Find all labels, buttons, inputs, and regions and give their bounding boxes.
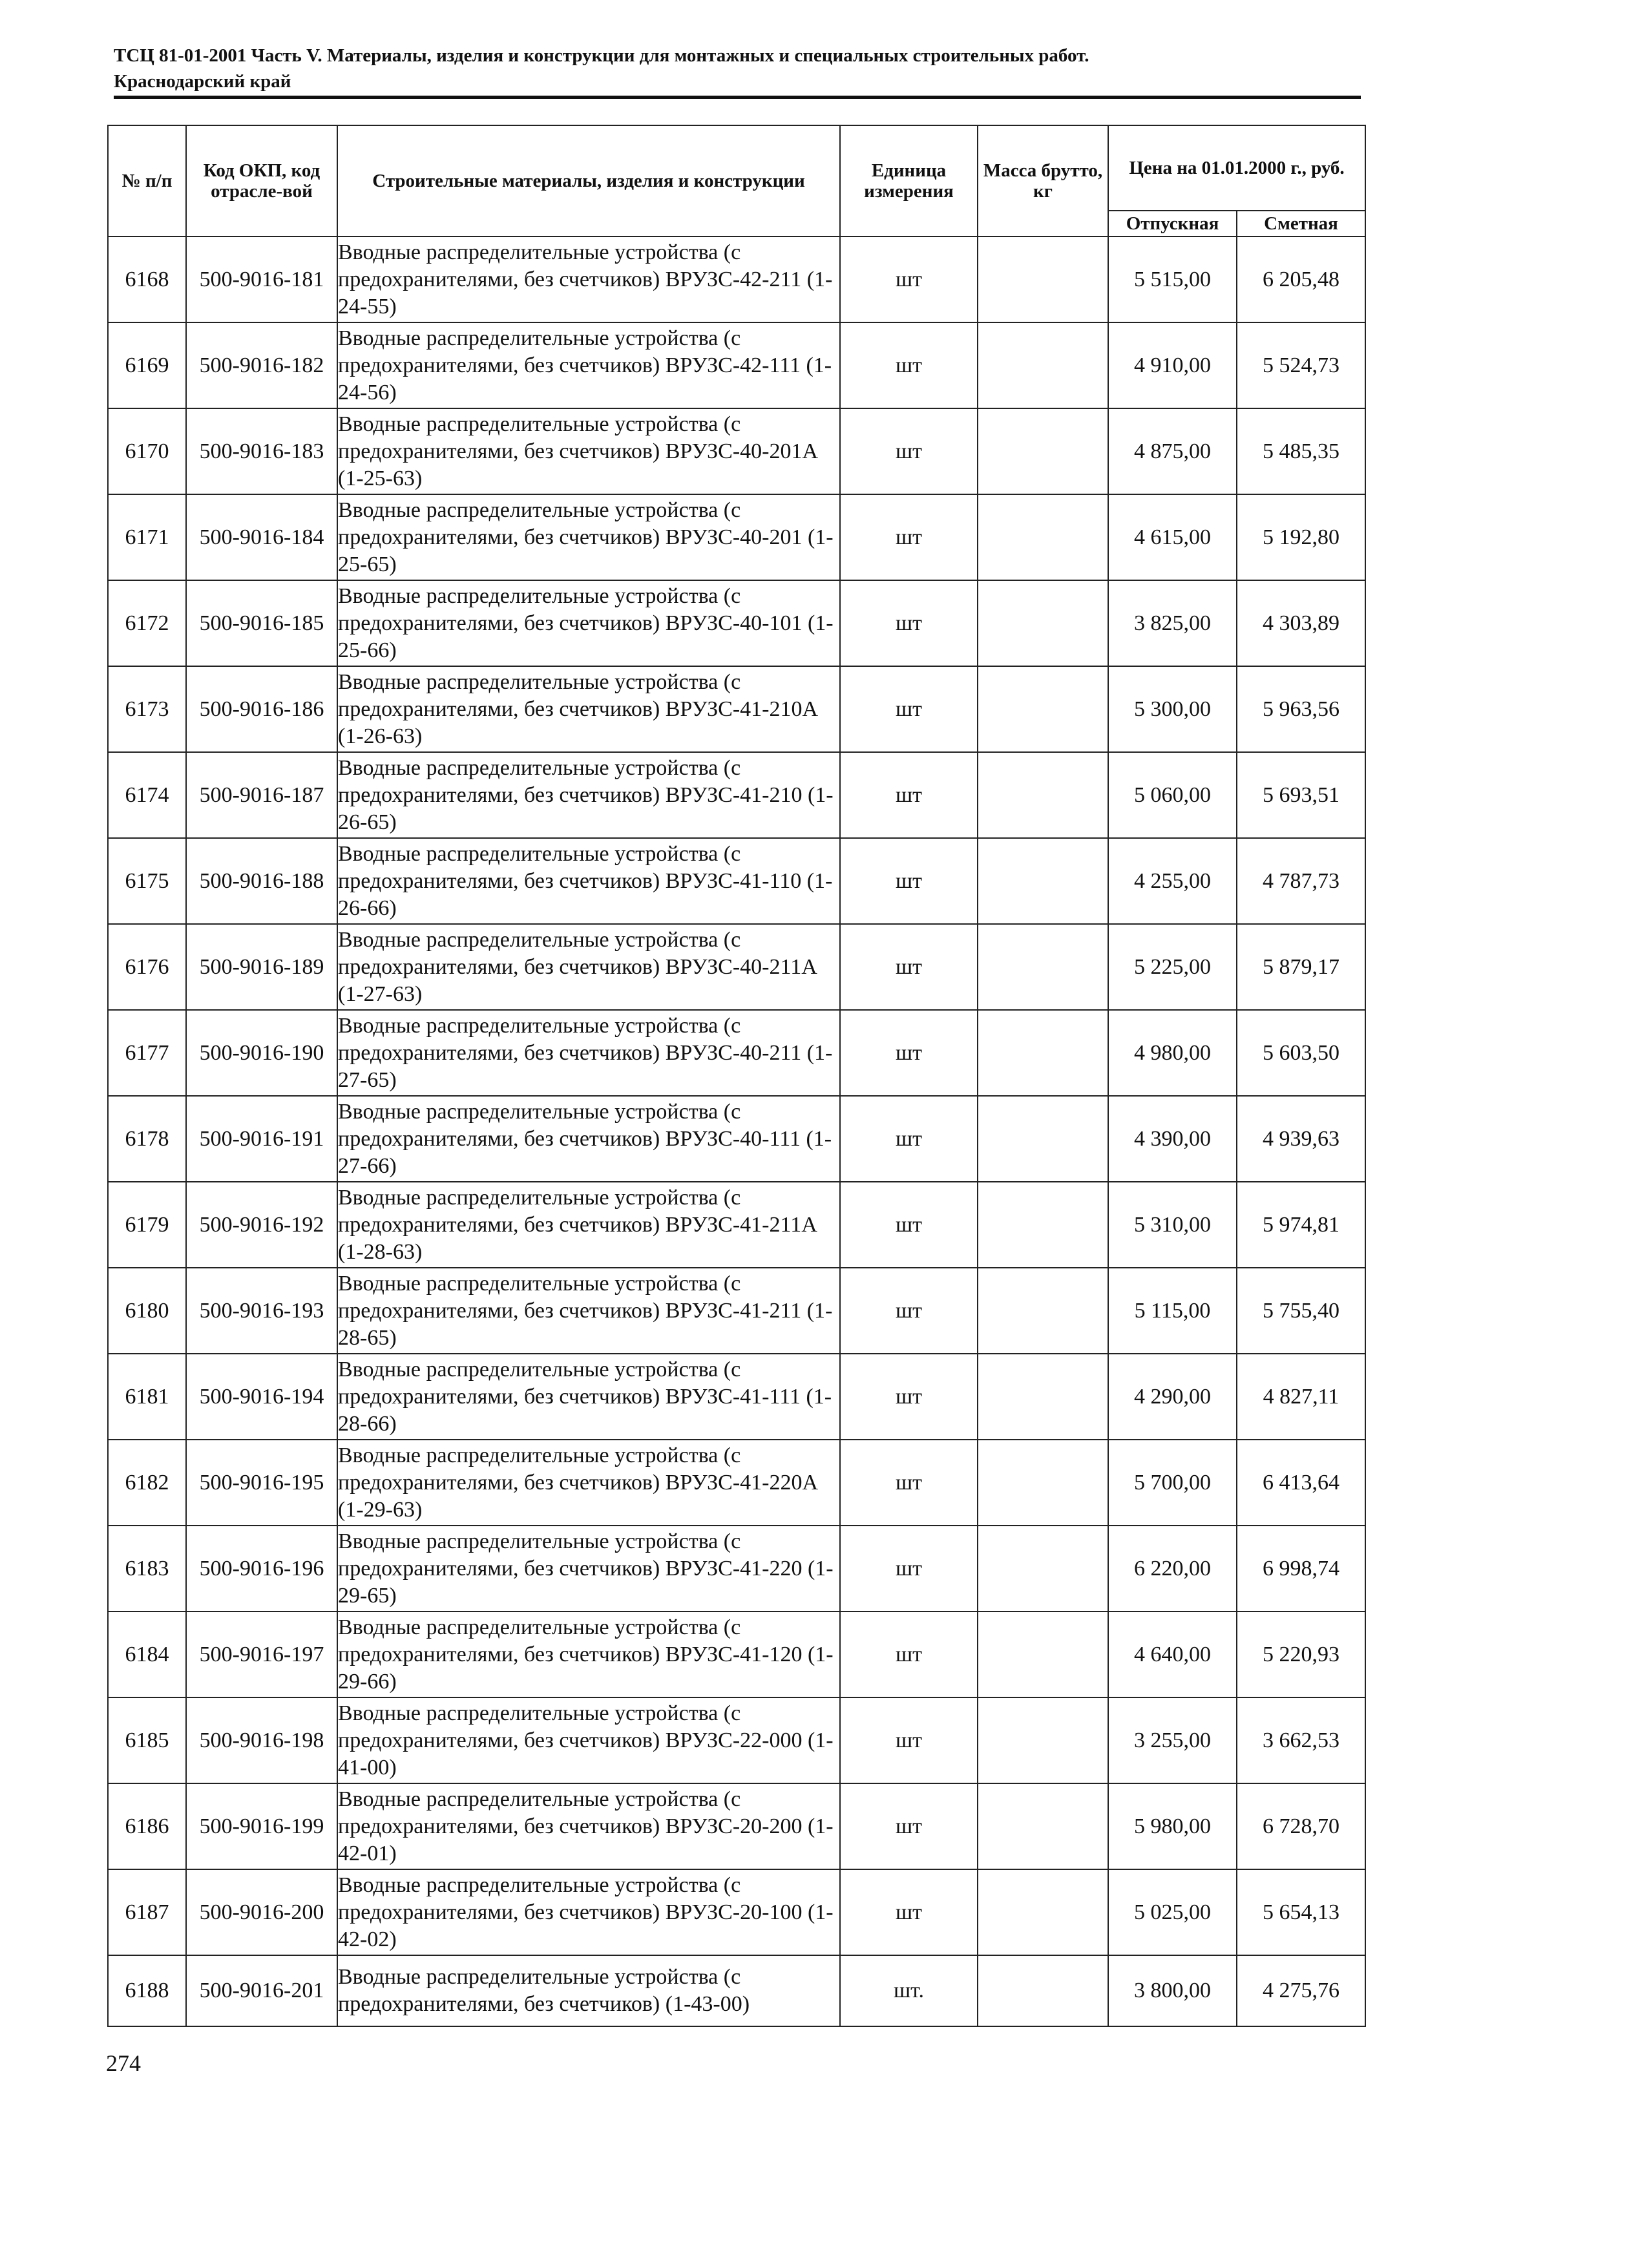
okp-code-cell: 500-9016-192 <box>186 1182 337 1268</box>
page-number: 274 <box>106 2050 141 2076</box>
table-header <box>108 125 1365 236</box>
material-name-cell: Вводные распределительные устройства (с предохранителями, без счетчиков) ВРУЗС-40-201А (1-25-63) <box>337 408 840 494</box>
table-row <box>108 1783 1365 1869</box>
col-header-mass: Масса брутто, кг <box>978 125 1108 236</box>
okp-code-cell: 500-9016-201 <box>186 1955 337 2026</box>
material-name-cell: Вводные распределительные устройства (с предохранителями, без счетчиков) ВРУЗС-41-210А (1-26-63) <box>337 666 840 752</box>
gross-mass-cell <box>978 1440 1108 1526</box>
okp-code-cell: 500-9016-185 <box>186 580 337 666</box>
col-header-num: № п/п <box>108 125 186 236</box>
document-title: ТСЦ 81-01-2001 Часть V. Материалы, изделия и конструкции для монтажных и специальных строительных работ. <box>114 45 1089 66</box>
material-name-cell: Вводные распределительные устройства (с предохранителями, без счетчиков) ВРУЗС-42-111 (1-24-56) <box>337 322 840 408</box>
okp-code-cell: 500-9016-189 <box>186 924 337 1010</box>
page-header <box>114 43 1361 94</box>
table-row <box>108 1354 1365 1440</box>
estimate-price-cell: 4 827,11 <box>1237 1354 1365 1440</box>
estimate-price-cell: 5 220,93 <box>1237 1612 1365 1697</box>
gross-mass-cell <box>978 1096 1108 1182</box>
material-name-cell: Вводные распределительные устройства (с предохранителями, без счетчиков) ВРУЗС-41-210 (1-26-65) <box>337 752 840 838</box>
table-row <box>108 1697 1365 1783</box>
gross-mass-cell <box>978 408 1108 494</box>
estimate-price-cell: 4 787,73 <box>1237 838 1365 924</box>
row-number-cell: 6181 <box>108 1354 186 1440</box>
release-price-cell: 5 310,00 <box>1108 1182 1237 1268</box>
unit-of-measure-cell: шт <box>840 838 978 924</box>
col-header-estimate-price: Сметная <box>1237 211 1365 236</box>
table-row <box>108 1612 1365 1697</box>
material-name-cell: Вводные распределительные устройства (с предохранителями, без счетчиков) ВРУЗС-41-220А (1-29-63) <box>337 1440 840 1526</box>
material-name-cell: Вводные распределительные устройства (с предохранителями, без счетчиков) ВРУЗС-41-211А (1-28-63) <box>337 1182 840 1268</box>
gross-mass-cell <box>978 580 1108 666</box>
unit-of-measure-cell: шт <box>840 236 978 322</box>
okp-code-cell: 500-9016-184 <box>186 494 337 580</box>
gross-mass-cell <box>978 1612 1108 1697</box>
row-number-cell: 6170 <box>108 408 186 494</box>
unit-of-measure-cell: шт <box>840 752 978 838</box>
table-row <box>108 236 1365 322</box>
row-number-cell: 6172 <box>108 580 186 666</box>
table-row <box>108 924 1365 1010</box>
estimate-price-cell: 3 662,53 <box>1237 1697 1365 1783</box>
material-name-cell: Вводные распределительные устройства (с предохранителями, без счетчиков) ВРУЗС-40-211А (1-27-63) <box>337 924 840 1010</box>
estimate-price-cell: 6 413,64 <box>1237 1440 1365 1526</box>
gross-mass-cell <box>978 752 1108 838</box>
row-number-cell: 6184 <box>108 1612 186 1697</box>
table-row <box>108 580 1365 666</box>
estimate-price-cell: 5 654,13 <box>1237 1869 1365 1955</box>
price-table <box>107 125 1366 2027</box>
gross-mass-cell <box>978 236 1108 322</box>
unit-of-measure-cell: шт <box>840 1440 978 1526</box>
table-row <box>108 1526 1365 1612</box>
estimate-price-cell: 5 603,50 <box>1237 1010 1365 1096</box>
col-header-release-price: Отпускная <box>1108 211 1237 236</box>
okp-code-cell: 500-9016-191 <box>186 1096 337 1182</box>
gross-mass-cell <box>978 1010 1108 1096</box>
gross-mass-cell <box>978 494 1108 580</box>
okp-code-cell: 500-9016-186 <box>186 666 337 752</box>
material-name-cell: Вводные распределительные устройства (с предохранителями, без счетчиков) ВРУЗС-41-211 (1-28-65) <box>337 1268 840 1354</box>
row-number-cell: 6182 <box>108 1440 186 1526</box>
release-price-cell: 4 615,00 <box>1108 494 1237 580</box>
estimate-price-cell: 5 755,40 <box>1237 1268 1365 1354</box>
row-number-cell: 6186 <box>108 1783 186 1869</box>
table-row <box>108 838 1365 924</box>
row-number-cell: 6188 <box>108 1955 186 2026</box>
release-price-cell: 5 060,00 <box>1108 752 1237 838</box>
row-number-cell: 6176 <box>108 924 186 1010</box>
unit-of-measure-cell: шт <box>840 924 978 1010</box>
gross-mass-cell <box>978 1783 1108 1869</box>
row-number-cell: 6178 <box>108 1096 186 1182</box>
estimate-price-cell: 5 524,73 <box>1237 322 1365 408</box>
release-price-cell: 5 300,00 <box>1108 666 1237 752</box>
row-number-cell: 6173 <box>108 666 186 752</box>
gross-mass-cell <box>978 666 1108 752</box>
material-name-cell: Вводные распределительные устройства (с предохранителями, без счетчиков) ВРУЗС-41-120 (1-29-66) <box>337 1612 840 1697</box>
gross-mass-cell <box>978 1869 1108 1955</box>
gross-mass-cell <box>978 1268 1108 1354</box>
release-price-cell: 5 025,00 <box>1108 1869 1237 1955</box>
release-price-cell: 4 980,00 <box>1108 1010 1237 1096</box>
row-number-cell: 6177 <box>108 1010 186 1096</box>
table-row <box>108 1869 1365 1955</box>
unit-of-measure-cell: шт <box>840 1096 978 1182</box>
col-header-name: Строительные материалы, изделия и конструкции <box>337 125 840 236</box>
material-name-cell: Вводные распределительные устройства (с предохранителями, без счетчиков) ВРУЗС-42-211 (1-24-55) <box>337 236 840 322</box>
estimate-price-cell: 4 275,76 <box>1237 1955 1365 2026</box>
unit-of-measure-cell: шт <box>840 322 978 408</box>
material-name-cell: Вводные распределительные устройства (с предохранителями, без счетчиков) ВРУЗС-40-101 (1-25-66) <box>337 580 840 666</box>
unit-of-measure-cell: шт <box>840 1526 978 1612</box>
okp-code-cell: 500-9016-183 <box>186 408 337 494</box>
gross-mass-cell <box>978 1526 1108 1612</box>
gross-mass-cell <box>978 1354 1108 1440</box>
unit-of-measure-cell: шт <box>840 408 978 494</box>
okp-code-cell: 500-9016-193 <box>186 1268 337 1354</box>
okp-code-cell: 500-9016-181 <box>186 236 337 322</box>
unit-of-measure-cell: шт <box>840 1354 978 1440</box>
estimate-price-cell: 6 998,74 <box>1237 1526 1365 1612</box>
unit-of-measure-cell: шт <box>840 1869 978 1955</box>
unit-of-measure-cell: шт <box>840 494 978 580</box>
unit-of-measure-cell: шт. <box>840 1955 978 2026</box>
row-number-cell: 6187 <box>108 1869 186 1955</box>
estimate-price-cell: 5 693,51 <box>1237 752 1365 838</box>
material-name-cell: Вводные распределительные устройства (с предохранителями, без счетчиков) ВРУЗС-40-111 (1-27-66) <box>337 1096 840 1182</box>
release-price-cell: 4 290,00 <box>1108 1354 1237 1440</box>
table-row <box>108 322 1365 408</box>
okp-code-cell: 500-9016-190 <box>186 1010 337 1096</box>
table-body <box>108 236 1365 2026</box>
material-name-cell: Вводные распределительные устройства (с предохранителями, без счетчиков) ВРУЗС-41-111 (1-28-66) <box>337 1354 840 1440</box>
header-divider <box>114 96 1361 99</box>
material-name-cell: Вводные распределительные устройства (с предохранителями, без счетчиков) ВРУЗС-40-201 (1-25-65) <box>337 494 840 580</box>
release-price-cell: 3 800,00 <box>1108 1955 1237 2026</box>
release-price-cell: 5 515,00 <box>1108 236 1237 322</box>
region-title: Краснодарский край <box>114 71 291 92</box>
row-number-cell: 6183 <box>108 1526 186 1612</box>
col-header-unit: Единица измерения <box>840 125 978 236</box>
release-price-cell: 3 255,00 <box>1108 1697 1237 1783</box>
gross-mass-cell <box>978 838 1108 924</box>
okp-code-cell: 500-9016-182 <box>186 322 337 408</box>
material-name-cell: Вводные распределительные устройства (с предохранителями, без счетчиков) ВРУЗС-41-110 (1-26-66) <box>337 838 840 924</box>
unit-of-measure-cell: шт <box>840 1783 978 1869</box>
gross-mass-cell <box>978 1697 1108 1783</box>
material-name-cell: Вводные распределительные устройства (с предохранителями, без счетчиков) ВРУЗС-22-000 (1-41-00) <box>337 1697 840 1783</box>
table-row <box>108 1955 1365 2026</box>
row-number-cell: 6185 <box>108 1697 186 1783</box>
estimate-price-cell: 5 963,56 <box>1237 666 1365 752</box>
okp-code-cell: 500-9016-198 <box>186 1697 337 1783</box>
release-price-cell: 4 640,00 <box>1108 1612 1237 1697</box>
estimate-price-cell: 5 974,81 <box>1237 1182 1365 1268</box>
okp-code-cell: 500-9016-195 <box>186 1440 337 1526</box>
row-number-cell: 6179 <box>108 1182 186 1268</box>
unit-of-measure-cell: шт <box>840 580 978 666</box>
okp-code-cell: 500-9016-199 <box>186 1783 337 1869</box>
col-header-code: Код ОКП, код отрасле-вой <box>186 125 337 236</box>
table-row <box>108 408 1365 494</box>
release-price-cell: 5 980,00 <box>1108 1783 1237 1869</box>
release-price-cell: 4 875,00 <box>1108 408 1237 494</box>
estimate-price-cell: 4 303,89 <box>1237 580 1365 666</box>
gross-mass-cell <box>978 322 1108 408</box>
row-number-cell: 6168 <box>108 236 186 322</box>
gross-mass-cell <box>978 924 1108 1010</box>
row-number-cell: 6171 <box>108 494 186 580</box>
table-row <box>108 1268 1365 1354</box>
unit-of-measure-cell: шт <box>840 1182 978 1268</box>
unit-of-measure-cell: шт <box>840 666 978 752</box>
unit-of-measure-cell: шт <box>840 1010 978 1096</box>
table-row <box>108 752 1365 838</box>
table-row <box>108 666 1365 752</box>
material-name-cell: Вводные распределительные устройства (с предохранителями, без счетчиков) ВРУЗС-20-200 (1-42-01) <box>337 1783 840 1869</box>
okp-code-cell: 500-9016-188 <box>186 838 337 924</box>
estimate-price-cell: 4 939,63 <box>1237 1096 1365 1182</box>
release-price-cell: 4 255,00 <box>1108 838 1237 924</box>
table-row <box>108 1096 1365 1182</box>
release-price-cell: 5 115,00 <box>1108 1268 1237 1354</box>
unit-of-measure-cell: шт <box>840 1697 978 1783</box>
release-price-cell: 5 700,00 <box>1108 1440 1237 1526</box>
row-number-cell: 6169 <box>108 322 186 408</box>
table-row <box>108 494 1365 580</box>
table-row <box>108 1182 1365 1268</box>
release-price-cell: 4 910,00 <box>1108 322 1237 408</box>
okp-code-cell: 500-9016-196 <box>186 1526 337 1612</box>
release-price-cell: 5 225,00 <box>1108 924 1237 1010</box>
row-number-cell: 6175 <box>108 838 186 924</box>
release-price-cell: 6 220,00 <box>1108 1526 1237 1612</box>
okp-code-cell: 500-9016-200 <box>186 1869 337 1955</box>
table-row <box>108 1440 1365 1526</box>
col-header-price-group: Цена на 01.01.2000 г., руб. <box>1108 125 1365 211</box>
okp-code-cell: 500-9016-197 <box>186 1612 337 1697</box>
table-row <box>108 1010 1365 1096</box>
release-price-cell: 4 390,00 <box>1108 1096 1237 1182</box>
row-number-cell: 6180 <box>108 1268 186 1354</box>
unit-of-measure-cell: шт <box>840 1612 978 1697</box>
material-name-cell: Вводные распределительные устройства (с предохранителями, без счетчиков) ВРУЗС-20-100 (1-42-02) <box>337 1869 840 1955</box>
okp-code-cell: 500-9016-194 <box>186 1354 337 1440</box>
gross-mass-cell <box>978 1182 1108 1268</box>
material-name-cell: Вводные распределительные устройства (с предохранителями, без счетчиков) ВРУЗС-40-211 (1-27-65) <box>337 1010 840 1096</box>
estimate-price-cell: 5 879,17 <box>1237 924 1365 1010</box>
estimate-price-cell: 5 192,80 <box>1237 494 1365 580</box>
unit-of-measure-cell: шт <box>840 1268 978 1354</box>
material-name-cell: Вводные распределительные устройства (с предохранителями, без счетчиков) (1-43-00) <box>337 1955 840 2026</box>
okp-code-cell: 500-9016-187 <box>186 752 337 838</box>
release-price-cell: 3 825,00 <box>1108 580 1237 666</box>
estimate-price-cell: 6 728,70 <box>1237 1783 1365 1869</box>
gross-mass-cell <box>978 1955 1108 2026</box>
row-number-cell: 6174 <box>108 752 186 838</box>
estimate-price-cell: 5 485,35 <box>1237 408 1365 494</box>
estimate-price-cell: 6 205,48 <box>1237 236 1365 322</box>
material-name-cell: Вводные распределительные устройства (с предохранителями, без счетчиков) ВРУЗС-41-220 (1-29-65) <box>337 1526 840 1612</box>
